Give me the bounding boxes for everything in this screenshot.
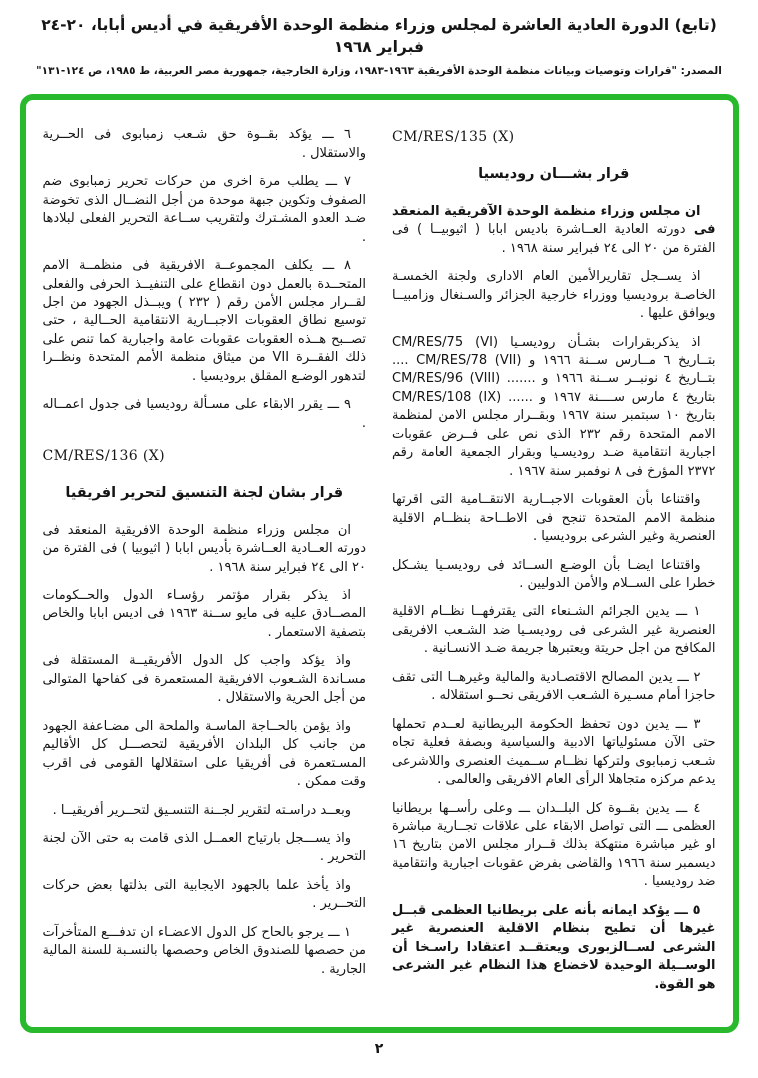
green-content-frame — [20, 94, 739, 1033]
paragraph: واذ يأخذ علما بالجهود الايجابية التى بذلتها بعض حركات التحــرير . — [42, 877, 366, 912]
page-footer — [0, 1041, 758, 1057]
paragraph: ان مجلس وزراء منظمة الوحدة الآفريقية المنعقد فى دورته العادية العــاشرة باديس ابابا ( اثيوبيــا ) فى الفترة من ٢٠ الى ٢٤ فبراير سنة ١٩٦٨ . — [392, 203, 716, 256]
resolution-title: قرار بشـــان روديسيا — [478, 166, 630, 183]
paragraph: ٢ ـــ يدين المصالح الاقتصـادية والمالية وغيرهــا التى تقف حاجزا أمام مسـيرة الشـعب الافريقى نحــو استقلاله . — [392, 669, 716, 704]
paragraph: ١ ـــ يرجو بالحاح كل الدول الاعضـاء ان تدفـــع المتأخرآت من حصصها للصندوق الخاص وحصصها بالنسـبة للسنة المالية الجارية . — [42, 924, 366, 977]
page-number: ٢ — [374, 1041, 384, 1058]
paragraph: واذ يســـجل بارتياح العمــل الذى قامت به حتى الآن لجنة التحرير . — [42, 830, 366, 865]
page-header — [0, 0, 758, 77]
header-session-title: (تابع) الدورة العادية العاشرة لمجلس وزراء منظمة الوحدة الأفريقية في أديس أبابا، ٢٠-٢٤ فبراير ١٩٦٨ — [41, 16, 717, 56]
paragraph: اذ يســجل تقاريرالأمين العام الادارى ولجنة الخمسـة الخاصـة بروديسيا ووزراء خارجية الجزائر والسـنغال وزامبيــا ويوافق عليها . — [392, 269, 716, 322]
paragraph: ٣ ـــ يدين دون تحفظ الحكومة البريطانية لعــدم تحملها حتى الآن مسئولياتها الادبية والسياسية وبصفة فعلية تجاه شـعب زمبابوى ولتركها نظــام ســميث العنصرى واللاشرعى يدعم مركزه متجاهلا الرأى العام الافريقى والعالمى . — [392, 716, 716, 788]
paragraph: ٩ ـــ يقرر الابقاء على مسـألة روديسيا فى جدول اعمــاله . — [42, 397, 366, 431]
column-right-resolution-135 — [392, 126, 716, 1011]
paragraph: ٧ ـــ يطلب مرة اخرى من حركات تحرير زمبابوى ضم الصفوف وتكوين جبهة موحدة من أجل النضــال الذى تخوضة ضـد العدو المشـترك ولتقريب ســاعة التحرير الفعلى لبلادها . — [42, 174, 366, 245]
paragraph: ٥ ـــ يؤكد ايمانه بأنه على بريطانيا العظمى قبــل غيرها أن تطيح بنظام الاقلية العنصرية غير الشرعى لســالزبورى ويعتقــد اعتقادا راسـخا أن الوســيلة الوحيدة لاخضاع هذا النظام غير الشرعى هو القوة. — [392, 902, 716, 992]
header-source-citation: المصدر: "قرارات وتوصيات وبيانات منظمة الوحدة الأفريقية ١٩٦٣-١٩٨٣، وزارة الخارجية، جمهورية مصر العربية، ط ١٩٨٥، ص ١٢٤-١٣١" — [36, 65, 722, 78]
paragraph: اذ يذكربقرارات بشـأن روديسـيا CM/RES/75 (VI) بتــاريخ ٦ مــارس ســنة ١٩٦٦ و CM/RES/78 (VII) .... بتــاريخ ٤ نونبــر ســنة ١٩٦٦ و ....... CM/RES/96 (VIII) بتاريخ ٤ مارس ســــنة ١٩٦٧ و ...... CM/RES/108 (IX) بتاريخ ١٠ سبتمبر سنة ١٩٦٧ وبقــرار مجلس الامن لمنظمة الامم المتحدة رقم ٢٣٢ الذى نص على فــرض عقوبات اجبارية انتقامية ضـد روديسـيا وبقرار الجمعية العامة رقم ٢٣٧٢ المؤرخ فى ٨ نوفمبر سنة ١٩٦٧ . — [392, 334, 716, 479]
paragraph: واذ يؤكد واجب كل الدول الأفريقيــة المستقلة فى مسـاندة الشـعوب الافريقية المستعمرة فى كفاحها المتوالى من أجل الحرية والاستقلال . — [42, 653, 366, 706]
resolution-title: قرار بشان لجنة التنسيق لتحرير افريقيا — [65, 485, 344, 502]
paragraph: ٦ ـــ يؤكد بقــوة حق شـعب زمبابوى فى الحــرية والاستقلال . — [42, 127, 366, 161]
paragraph: ١ ـــ يدين الجرائم الشـنعاء التى يقترفهــا نظــام الاقلية العنصرية غير الشرعى فى روديسـيا ضد الشـعب الافريقى المكافح من اجل حريتة ويعتبرها جريمة ضـد الانسـانية . — [392, 604, 716, 657]
resolution-code: CM/RES/135 (X) — [392, 129, 515, 146]
paragraph: واذ يؤمن بالحــاجة الماسـة والملحة الى مضـاعفة الجهود من جانب كل البلدان الأفريقية لتحصـــل كل الأقاليم المسـتعمرة فى أفريقيا على استقلالها القومى فى اقرب وقت ممكن . — [42, 718, 366, 790]
paragraph: وبعــد دراسـته لتقرير لجــنة التنسـيق لتحــرير أفريقيــا . — [52, 802, 351, 818]
paragraph: واقتناعا ايضـا بأن الوضـع الســائد فى روديسـيا يشـكل خطرا على الســلام والأمن الدوليين . — [392, 557, 716, 591]
paragraph: ٨ ـــ يكلف المجموعــة الافريقية فى منظمــة الامم المتحــدة بالعمل دون انقطاع على التنفيــذ الحرفى والفعلى لقــرار مجلس الأمن رقم ( ٢٣٢ ) ويبــذل الجهود من اجل توسيع نطاق العقوبات الاجبــارية الانتقامية الحــالية ، حتى تصــبح هــذه العقوبات عقوبات عامة واجبارية كما تنص على ذلك الفقــرة VII من ميثاق منظمة الأمم المتحدة ونظــرا لتدهور الوضـع المقلق بروديسيا . — [42, 258, 367, 384]
paragraph: اذ يذكر بقرار مؤتمر رؤسـاء الدول والحــكومات المصــادق عليه فى مايو ســنة ١٩٦٣ فى اديس ابابا والخاص بتصفية الاستعمار . — [42, 587, 366, 640]
paragraph: ٤ ـــ يدين بقــوة كل البلــدان ـــ وعلى رأســها بريطانيا العظمى ـــ التى تواصل الابقاء على علاقات تجــارية مباشرة او غير مباشرة منتهكة بذلك قــرار مجلس الامن بتاريخ ١٦ ديسمبر سنة ١٩٦٦ والقاضى بفرض عقوبات اجبارية وانتقامية ضد روديسيا . — [392, 800, 716, 890]
paragraph: ان مجلس وزراء منظمة الوحدة الافريقية المنعقد فى دورته العــادية العــاشرة بأديس ابابا ( اثيوبيا ) فى الفترة من ٢٠ الى ٢٤ فبراير سنة ١٩٦٨ . — [42, 522, 366, 575]
paragraph: واقتناعا بأن العقوبات الاجبــارية الانتقــامية التى اقرتها منظمة الامم المتحدة تنجح فى الاطــاحة بنظــام الاقلية العنصرية وغير الشرعى بروديسيا . — [392, 492, 716, 545]
resolution-code: CM/RES/136 (X) — [42, 448, 165, 465]
column-left-resolution-136 — [43, 126, 367, 1011]
